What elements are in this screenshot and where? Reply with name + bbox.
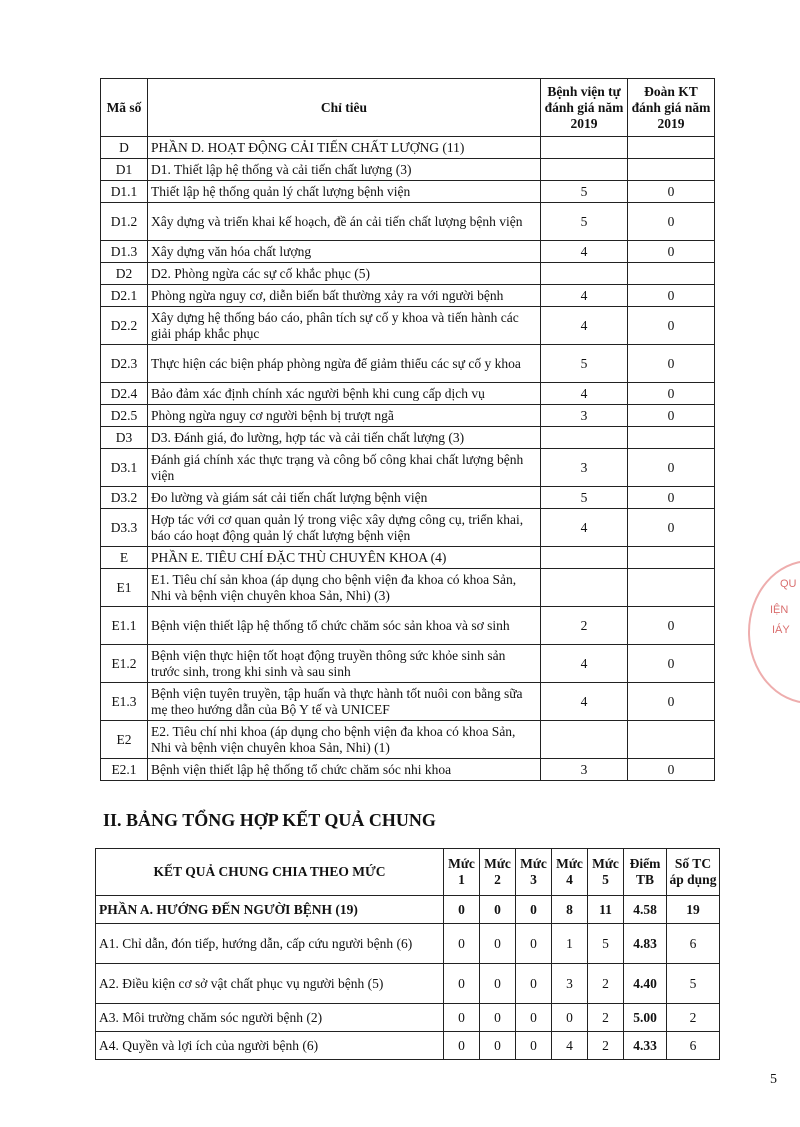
cell-label: A3. Môi trường chăm sóc người bệnh (2): [96, 1004, 444, 1032]
cell-label: A2. Điều kiện cơ sở vật chất phục vụ người bệnh (5): [96, 964, 444, 1004]
table-row: [101, 383, 715, 405]
cell-label: A4. Quyền và lợi ích của người bệnh (6): [96, 1032, 444, 1060]
cell-audit-score: [628, 569, 715, 607]
cell-self-score: 2: [541, 607, 628, 645]
cell-audit-score: 0: [628, 405, 715, 427]
stamp-text: IỆN: [770, 604, 789, 616]
stamp-text: QU: [780, 578, 797, 590]
cell-label: Thực hiện các biện pháp phòng ngừa để giảm thiểu các sự cố y khoa: [148, 345, 541, 383]
table-row: [96, 896, 720, 924]
cell-label: Xây dựng văn hóa chất lượng: [148, 241, 541, 263]
cell-label: PHẦN E. TIÊU CHÍ ĐẶC THÙ CHUYÊN KHOA (4): [148, 547, 541, 569]
cell-code: E1.3: [101, 683, 148, 721]
table-row: [101, 607, 715, 645]
cell-level-3: 0: [516, 924, 552, 964]
cell-audit-score: 0: [628, 307, 715, 345]
cell-level-5: 2: [588, 1032, 624, 1060]
section-title: II. BẢNG TỔNG HỢP KẾT QUẢ CHUNG: [103, 810, 436, 830]
cell-self-score: 4: [541, 645, 628, 683]
cell-audit-score: 0: [628, 683, 715, 721]
cell-self-score: 5: [541, 181, 628, 203]
cell-level-4: 0: [552, 1004, 588, 1032]
cell-self-score: [541, 721, 628, 759]
cell-level-1: 0: [444, 1032, 480, 1060]
cell-level-5: 2: [588, 964, 624, 1004]
table-row: [96, 1004, 720, 1032]
cell-self-score: [541, 547, 628, 569]
cell-code: D1: [101, 159, 148, 181]
cell-audit-score: 0: [628, 241, 715, 263]
cell-label: Bảo đảm xác định chính xác người bệnh khi cung cấp dịch vụ: [148, 383, 541, 405]
cell-self-score: 5: [541, 487, 628, 509]
stamp-text: IÁY: [772, 624, 790, 636]
cell-self-score: 3: [541, 405, 628, 427]
header-result: KẾT QUẢ CHUNG CHIA THEO MỨC: [96, 849, 444, 896]
cell-label: E2. Tiêu chí nhi khoa (áp dụng cho bệnh viện đa khoa có khoa Sản, Nhi và bệnh viện chuyên khoa Sản, Nhi) (1): [148, 721, 541, 759]
cell-level-3: 0: [516, 896, 552, 924]
cell-level-5: 11: [588, 896, 624, 924]
cell-self-score: 5: [541, 203, 628, 241]
cell-self-score: 4: [541, 307, 628, 345]
cell-level-2: 0: [480, 1032, 516, 1060]
cell-avg-score: 4.83: [624, 924, 667, 964]
table-row: [96, 924, 720, 964]
table-row: [101, 427, 715, 449]
cell-audit-score: 0: [628, 645, 715, 683]
cell-criteria-count: 2: [667, 1004, 720, 1032]
table-row: [101, 263, 715, 285]
cell-label: Bệnh viện tuyên truyền, tập huấn và thực hành tốt nuôi con bằng sữa mẹ theo hướng dẫn của Bộ Y tế và UNICEF: [148, 683, 541, 721]
cell-audit-score: 0: [628, 383, 715, 405]
summary-table: [95, 848, 720, 1060]
cell-audit-score: [628, 721, 715, 759]
table-row: [101, 645, 715, 683]
cell-criteria-count: 6: [667, 1032, 720, 1060]
criteria-table: [100, 78, 715, 781]
table-row: [101, 547, 715, 569]
cell-code: E1: [101, 569, 148, 607]
cell-self-score: 4: [541, 683, 628, 721]
cell-level-1: 0: [444, 924, 480, 964]
cell-code: D3.3: [101, 509, 148, 547]
cell-code: D2: [101, 263, 148, 285]
table-row: [101, 181, 715, 203]
cell-label: D3. Đánh giá, đo lường, hợp tác và cải tiến chất lượng (3): [148, 427, 541, 449]
cell-label: D2. Phòng ngừa các sự cố khắc phục (5): [148, 263, 541, 285]
cell-audit-score: 0: [628, 285, 715, 307]
cell-criteria-count: 6: [667, 924, 720, 964]
table-row: [101, 509, 715, 547]
cell-code: E: [101, 547, 148, 569]
cell-criteria-count: 5: [667, 964, 720, 1004]
cell-level-5: 5: [588, 924, 624, 964]
table-row: [101, 449, 715, 487]
cell-level-2: 0: [480, 964, 516, 1004]
cell-audit-score: 0: [628, 759, 715, 781]
table-row: [101, 203, 715, 241]
cell-self-score: [541, 569, 628, 607]
header-criteria-count: Số TC áp dụng: [667, 849, 720, 896]
cell-level-5: 2: [588, 1004, 624, 1032]
cell-avg-score: 4.33: [624, 1032, 667, 1060]
cell-level-4: 8: [552, 896, 588, 924]
cell-label: Thiết lập hệ thống quản lý chất lượng bệnh viện: [148, 181, 541, 203]
cell-code: E2: [101, 721, 148, 759]
cell-level-1: 0: [444, 1004, 480, 1032]
table-row: [101, 241, 715, 263]
criteria-table-header: [101, 79, 715, 137]
cell-code: E2.1: [101, 759, 148, 781]
cell-label: Xây dựng và triển khai kế hoạch, đề án cải tiến chất lượng bệnh viện: [148, 203, 541, 241]
cell-audit-score: 0: [628, 607, 715, 645]
cell-code: D3.2: [101, 487, 148, 509]
cell-label: Hợp tác với cơ quan quản lý trong việc xây dựng công cụ, triển khai, báo cáo hoạt động quản lý chất lượng bệnh viện: [148, 509, 541, 547]
cell-code: D2.5: [101, 405, 148, 427]
cell-self-score: 3: [541, 759, 628, 781]
cell-audit-score: [628, 159, 715, 181]
cell-level-2: 0: [480, 924, 516, 964]
cell-self-score: 4: [541, 383, 628, 405]
cell-code: D1.3: [101, 241, 148, 263]
cell-label: Phòng ngừa nguy cơ người bệnh bị trượt ngã: [148, 405, 541, 427]
cell-label: PHẦN A. HƯỚNG ĐẾN NGƯỜI BỆNH (19): [96, 896, 444, 924]
header-level-2: Mức 2: [480, 849, 516, 896]
cell-audit-score: 0: [628, 487, 715, 509]
table-row: [101, 345, 715, 383]
header-self-eval: Bệnh viện tự đánh giá năm 2019: [541, 79, 628, 137]
table-row: [101, 569, 715, 607]
cell-code: D2.3: [101, 345, 148, 383]
cell-code: D2.4: [101, 383, 148, 405]
cell-code: D: [101, 137, 148, 159]
header-audit-eval: Đoàn KT đánh giá năm 2019: [628, 79, 715, 137]
cell-self-score: 4: [541, 241, 628, 263]
cell-criteria-count: 19: [667, 896, 720, 924]
cell-audit-score: 0: [628, 203, 715, 241]
cell-label: Bệnh viện thiết lập hệ thống tổ chức chăm sóc sản khoa và sơ sinh: [148, 607, 541, 645]
cell-self-score: 4: [541, 285, 628, 307]
cell-level-3: 0: [516, 964, 552, 1004]
cell-level-1: 0: [444, 964, 480, 1004]
table-row: [101, 487, 715, 509]
table-row: [101, 307, 715, 345]
summary-table-header: [96, 849, 720, 896]
cell-label: Đánh giá chính xác thực trạng và công bố công khai chất lượng bệnh viện: [148, 449, 541, 487]
cell-code: D2.2: [101, 307, 148, 345]
header-avg-score: Điểm TB: [624, 849, 667, 896]
cell-avg-score: 4.40: [624, 964, 667, 1004]
cell-label: Xây dựng hệ thống báo cáo, phân tích sự cố y khoa và tiến hành các giải pháp khắc phục: [148, 307, 541, 345]
cell-level-3: 0: [516, 1032, 552, 1060]
cell-self-score: 5: [541, 345, 628, 383]
table-row: [101, 159, 715, 181]
cell-level-2: 0: [480, 1004, 516, 1032]
cell-audit-score: [628, 263, 715, 285]
cell-code: D3: [101, 427, 148, 449]
header-code: Mã số: [101, 79, 148, 137]
cell-audit-score: 0: [628, 345, 715, 383]
cell-level-2: 0: [480, 896, 516, 924]
cell-audit-score: 0: [628, 181, 715, 203]
cell-label: D1. Thiết lập hệ thống và cải tiến chất lượng (3): [148, 159, 541, 181]
cell-level-4: 4: [552, 1032, 588, 1060]
table-row: [101, 137, 715, 159]
cell-self-score: [541, 159, 628, 181]
table-row: [96, 964, 720, 1004]
table-row: [101, 759, 715, 781]
cell-label: Đo lường và giám sát cải tiến chất lượng bệnh viện: [148, 487, 541, 509]
cell-avg-score: 4.58: [624, 896, 667, 924]
cell-audit-score: [628, 427, 715, 449]
table-row: [101, 683, 715, 721]
cell-label: Bệnh viện thiết lập hệ thống tổ chức chăm sóc nhi khoa: [148, 759, 541, 781]
cell-level-4: 1: [552, 924, 588, 964]
header-level-1: Mức 1: [444, 849, 480, 896]
cell-label: E1. Tiêu chí sản khoa (áp dụng cho bệnh viện đa khoa có khoa Sản, Nhi và bệnh viện chuyên khoa Sản, Nhi) (3): [148, 569, 541, 607]
cell-self-score: [541, 263, 628, 285]
table-row: [101, 405, 715, 427]
cell-audit-score: [628, 137, 715, 159]
cell-audit-score: 0: [628, 509, 715, 547]
cell-code: D3.1: [101, 449, 148, 487]
cell-label: PHẦN D. HOẠT ĐỘNG CẢI TIẾN CHẤT LƯỢNG (11): [148, 137, 541, 159]
header-level-3: Mức 3: [516, 849, 552, 896]
header-level-4: Mức 4: [552, 849, 588, 896]
header-criteria: Chỉ tiêu: [148, 79, 541, 137]
cell-self-score: 4: [541, 509, 628, 547]
table-row: [101, 285, 715, 307]
cell-label: A1. Chỉ dẫn, đón tiếp, hướng dẫn, cấp cứu người bệnh (6): [96, 924, 444, 964]
cell-avg-score: 5.00: [624, 1004, 667, 1032]
cell-code: D1.1: [101, 181, 148, 203]
cell-code: E1.1: [101, 607, 148, 645]
table-row: [96, 1032, 720, 1060]
cell-audit-score: [628, 547, 715, 569]
cell-level-3: 0: [516, 1004, 552, 1032]
cell-code: D1.2: [101, 203, 148, 241]
header-level-5: Mức 5: [588, 849, 624, 896]
cell-self-score: [541, 137, 628, 159]
cell-code: E1.2: [101, 645, 148, 683]
cell-label: Phòng ngừa nguy cơ, diễn biến bất thường xảy ra với người bệnh: [148, 285, 541, 307]
cell-level-4: 3: [552, 964, 588, 1004]
cell-label: Bệnh viện thực hiện tốt hoạt động truyền thông sức khỏe sinh sản trước sinh, trong khi sinh và sau sinh: [148, 645, 541, 683]
cell-audit-score: 0: [628, 449, 715, 487]
cell-level-1: 0: [444, 896, 480, 924]
cell-self-score: [541, 427, 628, 449]
table-row: [101, 721, 715, 759]
cell-self-score: 3: [541, 449, 628, 487]
cell-code: D2.1: [101, 285, 148, 307]
page-number: 5: [770, 1072, 777, 1087]
